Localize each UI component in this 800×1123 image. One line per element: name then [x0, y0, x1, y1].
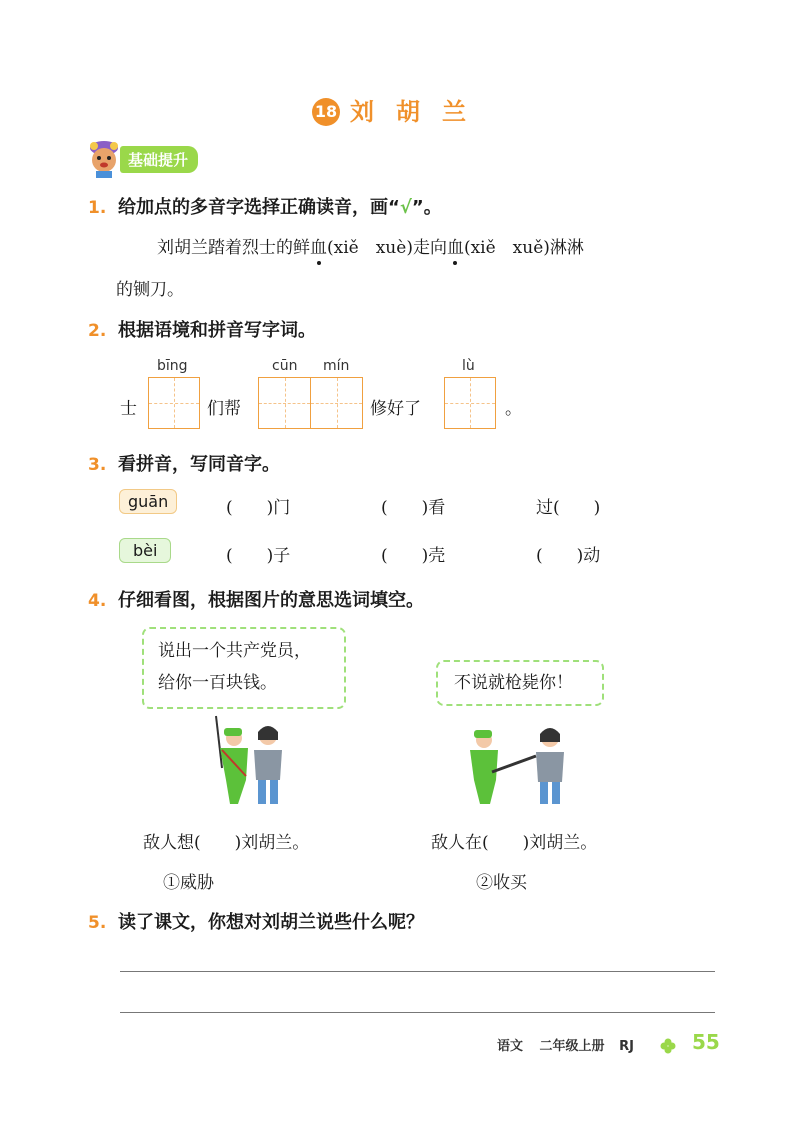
page-number: 55 [692, 1030, 720, 1054]
lesson-title-text: 刘胡兰 [350, 98, 488, 126]
question-text: 仔细看图，根据图片的意思选词填空。 [118, 590, 424, 611]
question-2 [88, 316, 316, 342]
lesson-title [0, 92, 800, 127]
illustration-soldier-threat [462, 718, 572, 808]
pinyin-cun: cūn [272, 358, 298, 374]
fill-blank[interactable]: ( )动 [536, 546, 601, 566]
option-2: ②收买 [476, 873, 527, 893]
fill-blank[interactable]: ( )看 [381, 498, 446, 518]
pinyin-box-guan: guān [119, 489, 177, 514]
q1-sentence-line2: 的铡刀。 [116, 280, 184, 300]
pinyin-min: mín [323, 358, 350, 374]
question-number: 2. [88, 321, 107, 341]
question-text: 根据语境和拼音写字词。 [118, 320, 316, 341]
clover-icon [660, 1038, 676, 1054]
dotted-char: 血 [447, 233, 464, 258]
answer-line[interactable] [120, 1012, 715, 1013]
word-shi: 士 [120, 399, 137, 419]
question-number: 3. [88, 455, 107, 475]
fill-blank[interactable]: ( )门 [226, 498, 291, 518]
speech-bubble-threat: 不说就枪毙你！ [436, 660, 604, 706]
writing-box-min[interactable] [310, 377, 363, 429]
question-5 [88, 908, 424, 934]
period: 。 [505, 399, 522, 419]
dotted-char: 血 [310, 233, 327, 258]
lesson-number: 18 [312, 98, 340, 126]
check-mark-icon: √ [399, 197, 412, 218]
writing-box-cun[interactable] [258, 377, 311, 429]
writing-box-bing[interactable] [148, 377, 200, 429]
answer-line[interactable] [120, 971, 715, 972]
question-3 [88, 450, 280, 476]
q1-sentence: 刘胡兰踏着烈士的鲜血(xiě xuè)走向血(xiě xuě)淋淋 [157, 233, 747, 258]
footer-subject: 语文 [497, 1039, 524, 1054]
mascot-icon [86, 138, 122, 178]
fill-sentence-2[interactable]: 敌人在( )刘胡兰。 [431, 833, 598, 853]
page-footer [497, 1035, 634, 1054]
question-1 [88, 193, 442, 219]
question-text: 读了课文，你想对刘胡兰说些什么呢？ [118, 912, 424, 933]
question-number: 5. [88, 913, 107, 933]
footer-grade: 二年级上册 [539, 1039, 605, 1054]
speech-bubble-bribe: 说出一个共产党员， 给你一百块钱。 [142, 627, 346, 709]
illustration-soldier-bribe [192, 708, 292, 808]
word-xiuhaole: 修好了 [370, 399, 421, 419]
fill-sentence-1[interactable]: 敌人想( )刘胡兰。 [143, 833, 310, 853]
writing-box-lu[interactable] [444, 377, 496, 429]
pinyin-box-bei: bèi [119, 538, 171, 563]
option-1: ①威胁 [163, 873, 214, 893]
pinyin-lu: lù [462, 358, 475, 374]
section-badge: 基础提升 [120, 146, 198, 173]
fill-blank[interactable]: 过( ) [536, 498, 601, 518]
fill-blank[interactable]: ( )壳 [381, 546, 446, 566]
footer-edition: RJ [619, 1039, 634, 1054]
word-menbang: 们帮 [207, 399, 241, 419]
question-4 [88, 586, 424, 612]
question-number: 4. [88, 591, 107, 611]
pinyin-bing: bīng [157, 358, 188, 374]
fill-blank[interactable]: ( )子 [226, 546, 291, 566]
question-number: 1. [88, 198, 107, 218]
question-text: 给加点的多音字选择正确读音，画“√”。 [118, 197, 442, 218]
question-text: 看拼音，写同音字。 [118, 454, 280, 475]
